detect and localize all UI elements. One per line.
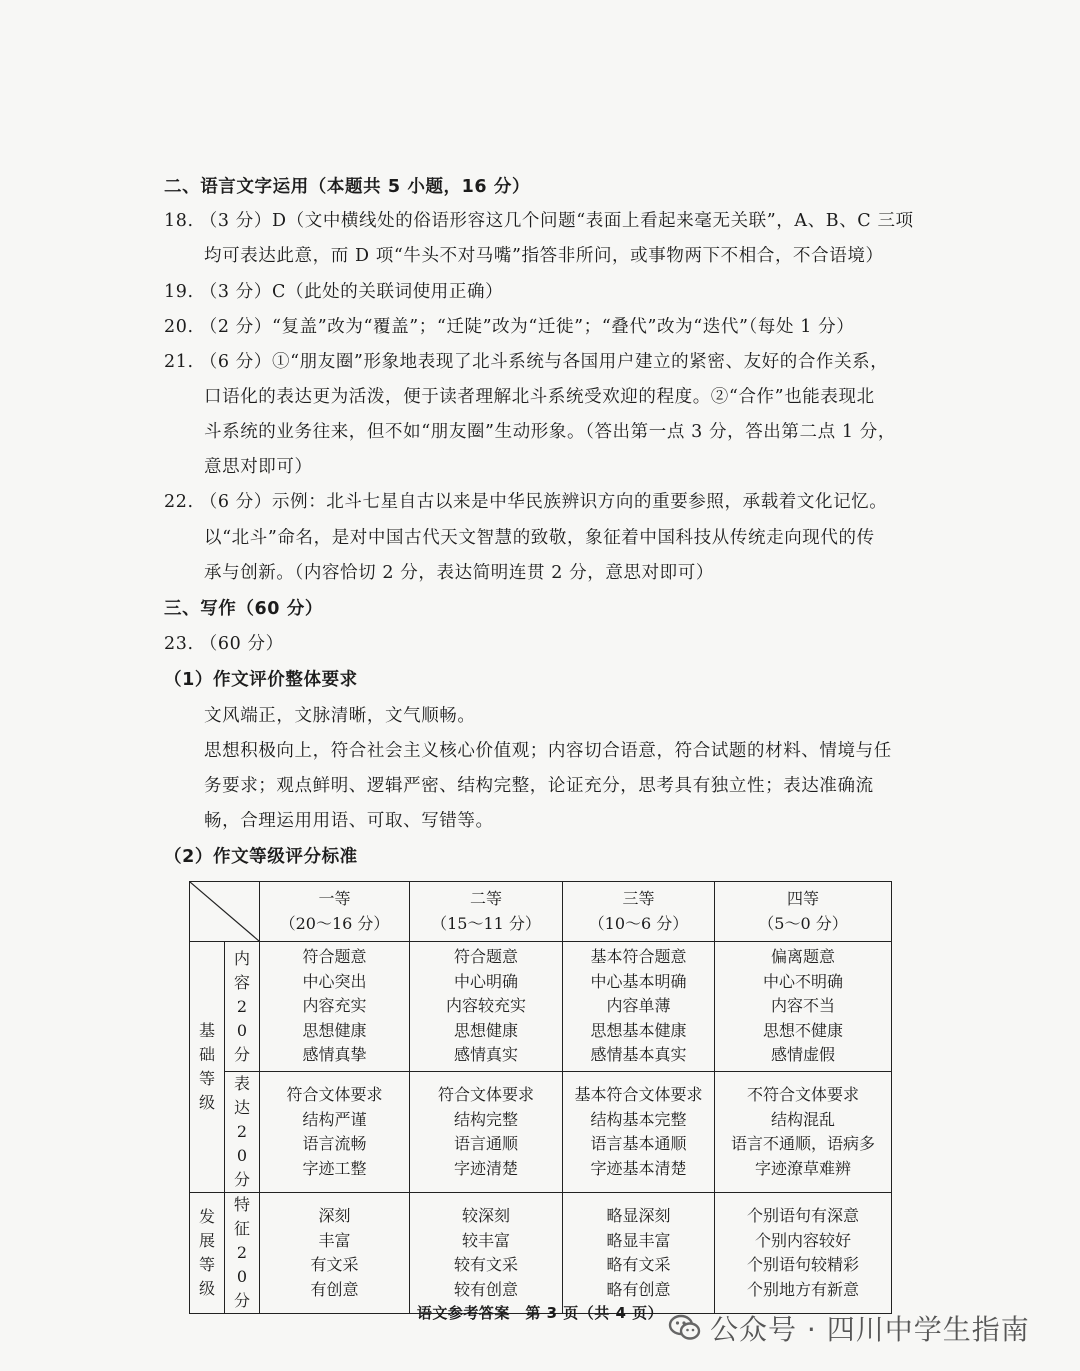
q21-line-3: 斗系统的业务往来，但不如“朋友圈”生动形象。（答出第一点 3 分，答出第二点 1 分， [204, 422, 896, 442]
diagonal-line [190, 882, 259, 941]
cell-line: 语言基本通顺 [590, 1134, 687, 1153]
cell-line: 感情虚假 [770, 1045, 835, 1065]
header-grade-4 [715, 882, 892, 942]
q20-line: 20. （2 分）“复盖”改为“覆盖”；“迁陡”改为“迁徙”；“叠代”改为“迭代”（每处 1 分） [164, 317, 855, 337]
cell-line: 结构混乱 [770, 1109, 835, 1129]
expression-label [225, 1072, 260, 1193]
header-grade-1 [260, 882, 410, 942]
content-row [190, 942, 892, 1072]
cell-line: 字迹潦草难辨 [754, 1158, 851, 1178]
header-row [190, 882, 892, 942]
basic-level-label [190, 942, 225, 1193]
cell-line: 丰富 [318, 1230, 351, 1250]
header-grade-2 [410, 882, 563, 942]
cell-line: 个别语句较精彩 [746, 1255, 859, 1274]
feature-cell-1 [260, 1193, 410, 1314]
cell-line: 略显丰富 [606, 1230, 671, 1250]
grade-range: （20～16 分） [279, 913, 390, 933]
cell-line: 思想基本健康 [590, 1020, 687, 1040]
cell-line: 感情真挚 [302, 1045, 367, 1065]
cell-line: 基本符合题意 [590, 947, 687, 967]
feature-cell-2 [410, 1193, 563, 1314]
expression-cell-1 [260, 1072, 410, 1193]
group-label: 基础等级 [198, 1021, 215, 1112]
cell-line: 语言通顺 [453, 1134, 518, 1153]
sub1-title: （1）作文评价整体要求 [164, 670, 358, 690]
q18-line-1: 18. （3 分）D（文中横线处的俗语形容这几个问题“表面上看起来毫无关联”，A、B、C 三项 [164, 211, 914, 231]
cell-line: 有创意 [310, 1279, 359, 1299]
grade-label: 三等 [622, 889, 655, 908]
cell-line: 有文采 [310, 1255, 359, 1274]
cell-line: 略有创意 [606, 1279, 671, 1299]
row-label: 特征20分 [233, 1195, 250, 1310]
q21-line-2: 口语化的表达更为活泼，便于读者理解北斗系统受欢迎的程度。②“合作”也能表现北 [204, 387, 875, 407]
q23-line: 23. （60 分） [164, 634, 284, 654]
section3-heading: 三、写作（60 分） [164, 599, 323, 619]
cell-line: 符合文体要求 [437, 1085, 534, 1104]
cell-line: 语言流畅 [302, 1134, 367, 1153]
q22-line-3: 承与创新。（内容恰切 2 分，表达简明连贯 2 分，意思对即可） [204, 563, 714, 583]
cell-line: 基本符合文体要求 [574, 1085, 703, 1104]
cell-line: 感情基本真实 [590, 1045, 687, 1065]
cell-line: 结构完整 [453, 1109, 518, 1129]
cell-line: 中心基本明确 [590, 971, 687, 991]
cell-line: 符合题意 [453, 947, 518, 967]
feature-label [225, 1193, 260, 1314]
feature-cell-3 [563, 1193, 715, 1314]
cell-line: 感情真实 [453, 1045, 518, 1065]
sub1-line-1: 文风端正，文脉清晰，文气顺畅。 [204, 706, 476, 726]
cell-line: 个别语句有深意 [746, 1206, 859, 1225]
q18-line-2: 均可表达此意，而 D 项“牛头不对马嘴”指答非所问，或事物两下不相合，不合语境） [204, 246, 884, 266]
content-cell-2 [410, 942, 563, 1072]
expression-cell-3 [563, 1072, 715, 1193]
cell-line: 中心明确 [453, 971, 518, 991]
cell-line: 符合题意 [302, 947, 367, 967]
cell-line: 内容单薄 [606, 996, 671, 1016]
expression-cell-4 [715, 1072, 892, 1193]
page-footer: 语文参考答案 第 3 页（共 4 页） [416, 1304, 664, 1322]
watermark [668, 1310, 1030, 1346]
content-cell-1 [260, 942, 410, 1072]
cell-line: 偏离题意 [770, 947, 835, 967]
content-cell-4 [715, 942, 892, 1072]
feature-cell-4 [715, 1193, 892, 1314]
section2-heading: 二、语言文字运用（本题共 5 小题，16 分） [164, 177, 531, 197]
sub2-title: （2）作文等级评分标准 [164, 847, 358, 867]
cell-line: 字迹清楚 [453, 1158, 518, 1178]
row-label: 表达20分 [233, 1074, 250, 1189]
cell-line: 结构基本完整 [590, 1109, 687, 1129]
cell-line: 结构严谨 [302, 1109, 367, 1129]
cell-line: 深刻 [318, 1206, 351, 1225]
cell-line: 略有文采 [606, 1255, 671, 1274]
sub1-line-2: 思想积极向上，符合社会主义核心价值观；内容切合语意，符合试题的材料、情境与任 [204, 741, 892, 761]
cell-line: 不符合文体要求 [746, 1085, 859, 1104]
cell-line: 较深刻 [461, 1206, 510, 1225]
cell-line: 内容不当 [770, 996, 835, 1016]
cell-line: 中心突出 [302, 971, 367, 991]
cell-line: 思想健康 [453, 1020, 518, 1040]
cell-line: 思想健康 [302, 1020, 367, 1040]
cell-line: 语言不通顺，语病多 [730, 1134, 875, 1153]
grade-label: 四等 [786, 889, 819, 908]
corner-cell [190, 882, 260, 942]
expression-row [190, 1072, 892, 1193]
grade-label: 一等 [318, 889, 351, 908]
q19-line: 19. （3 分）C（此处的关联词使用正确） [164, 282, 504, 302]
cell-line: 较有文采 [453, 1255, 518, 1274]
cell-line: 个别地方有新意 [746, 1279, 859, 1299]
row-label: 内容20分 [233, 948, 250, 1064]
cell-line: 字迹基本清楚 [590, 1158, 687, 1178]
grade-label: 二等 [469, 889, 502, 908]
grading-table [189, 881, 892, 1314]
sub1-line-4: 畅，合理运用用语、可取、写错等。 [204, 811, 494, 831]
wechat-icon [668, 1311, 702, 1345]
watermark-text: 公众号 · 四川中学生指南 [710, 1313, 1030, 1346]
grade-range: （5～0 分） [758, 913, 848, 933]
cell-line: 内容较充实 [445, 996, 526, 1016]
cell-line: 较丰富 [461, 1230, 510, 1250]
feature-row [190, 1193, 892, 1314]
group-label: 发展等级 [198, 1207, 215, 1298]
grade-range: （10～6 分） [588, 913, 689, 933]
content-label [225, 942, 260, 1072]
q21-line-4: 意思对即可） [204, 457, 313, 477]
cell-line: 思想不健康 [762, 1020, 843, 1040]
cell-line: 字迹工整 [302, 1158, 367, 1178]
q21-line-1: 21. （6 分）①“朋友圈”形象地表现了北斗系统与各国用户建立的紧密、友好的合作关系， [164, 352, 889, 372]
sub1-line-3: 务要求；观点鲜明、逻辑严密、结构完整，论证充分，思考具有独立性；表达准确流 [204, 776, 874, 796]
cell-line: 符合文体要求 [286, 1085, 383, 1104]
q22-line-1: 22. （6 分）示例：北斗七星自古以来是中华民族辨识方向的重要参照，承载着文化记忆。 [164, 492, 888, 512]
cell-line: 个别内容较好 [754, 1230, 851, 1250]
grade-range: （15～11 分） [431, 913, 541, 933]
cell-line: 内容充实 [302, 996, 367, 1016]
content-cell-3 [563, 942, 715, 1072]
header-grade-3 [563, 882, 715, 942]
cell-line: 略显深刻 [606, 1206, 671, 1225]
cell-line: 中心不明确 [762, 971, 843, 991]
expression-cell-2 [410, 1072, 563, 1193]
development-level-label [190, 1193, 225, 1314]
q22-line-2: 以“北斗”命名，是对中国古代天文智慧的致敬，象征着中国科技从传统走向现代的传 [204, 528, 875, 548]
cell-line: 较有创意 [453, 1279, 518, 1299]
